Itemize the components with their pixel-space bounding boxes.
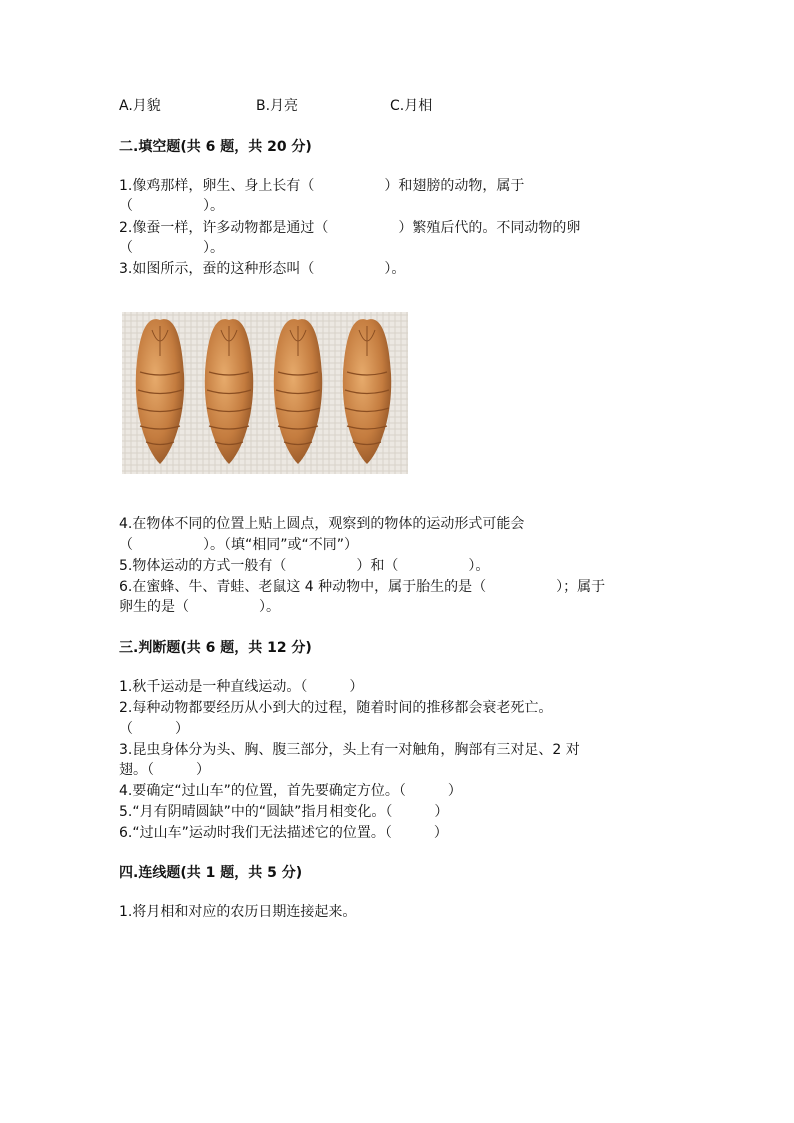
question-line: 3.昆虫身体分为头、胸、腹三部分，头上有一对触角，胸部有三对足、2 对 — [119, 742, 580, 758]
question-line: 1.秋千运动是一种直线运动。（ ） — [119, 679, 364, 695]
question-line: 5.“月有阴晴圆缺”中的“圆缺”指月相变化。（ ） — [119, 804, 449, 820]
question-line: 4.要确定“过山车”的位置，首先要确定方位。（ ） — [119, 783, 462, 799]
question-line: 2.每种动物都要经历从小到大的过程，随着时间的推移都会衰老死亡。 — [119, 700, 553, 716]
question-line: 5.物体运动的方式一般有（ ）和（ ）。 — [119, 558, 490, 574]
question-line: 6.在蜜蜂、牛、青蛙、老鼠这 4 种动物中，属于胎生的是（ ）；属于 — [119, 579, 606, 595]
question-line: （ ）。 — [119, 240, 224, 256]
question-line: （ ）。（填“相同”或“不同”） — [119, 537, 359, 553]
question-line: 6.“过山车”运动时我们无法描述它的位置。（ ） — [119, 825, 448, 841]
question-line: 2.像蚕一样，许多动物都是通过（ ）繁殖后代的。不同动物的卵 — [119, 220, 581, 236]
question-line: 卵生的是（ ）。 — [119, 599, 280, 615]
question-line: 3.如图所示，蚕的这种形态叫（ ）。 — [119, 261, 406, 277]
question-line: 4.在物体不同的位置上贴上圆点，观察到的物体的运动形式可能会 — [119, 516, 525, 532]
section-fill-heading: 二.填空题(共 6 题，共 20 分) — [119, 139, 312, 155]
option-c: C.月相 — [390, 98, 433, 114]
question-line: 1.像鸡那样，卵生、身上长有（ ）和翅膀的动物，属于 — [119, 178, 525, 194]
silkworm-pupae-image — [122, 312, 408, 474]
section-match-heading: 四.连线题(共 1 题，共 5 分) — [119, 865, 303, 881]
question-line: （ ） — [119, 721, 189, 737]
question-line: 翅。（ ） — [119, 762, 210, 778]
option-b: B.月亮 — [256, 98, 299, 114]
option-a: A.月貌 — [119, 98, 161, 114]
section-judge-heading: 三.判断题(共 6 题，共 12 分) — [119, 640, 312, 656]
question-line: （ ）。 — [119, 198, 224, 214]
question-line: 1.将月相和对应的农历日期连接起来。 — [119, 904, 357, 920]
